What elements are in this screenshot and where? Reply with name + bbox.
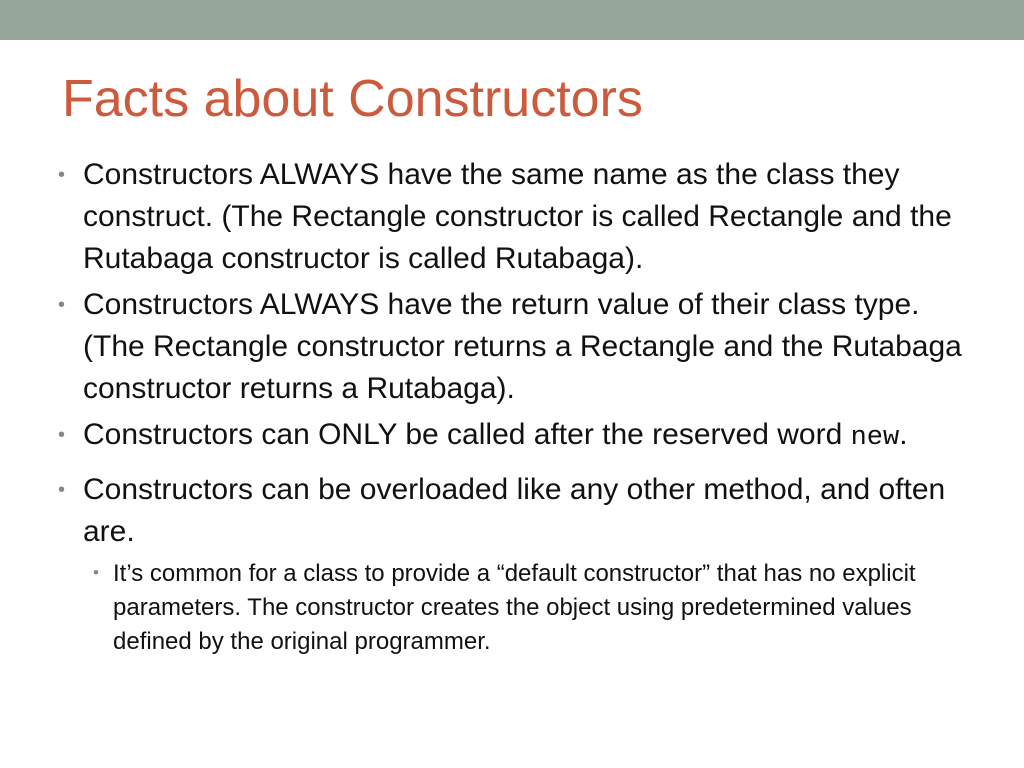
- bullet-punctuation: .: [899, 418, 908, 451]
- reserved-word-code: new: [850, 423, 900, 453]
- bullet-item: [58, 414, 968, 459]
- bullet-item: [58, 154, 968, 280]
- bullet-dot-icon: •: [58, 294, 66, 316]
- bullet-text: Constructors ALWAYS have the same name as the class they construct. (The Rectangle constructor is called Rectangle and the Rutabaga constructor is called Rutabaga).: [83, 158, 952, 275]
- bullet-text: Constructors ALWAYS have the return value of their class type. (The Rectangle constructor returns a Rectangle and the Rutabaga constructor returns a Rutabaga).: [83, 288, 962, 405]
- bullet-text: Constructors can ONLY be called after the reserved word: [83, 418, 851, 451]
- bullet-dot-icon: •: [58, 424, 66, 446]
- bullet-item: [58, 284, 968, 410]
- bullet-dot-icon: •: [58, 479, 66, 501]
- sub-bullet-list: [83, 557, 968, 659]
- slide-title: Facts about Constructors: [62, 70, 643, 128]
- bullet-text: Constructors can be overloaded like any other method, and often are.: [83, 473, 946, 548]
- bullet-dot-icon: •: [58, 164, 66, 186]
- bullet-item: [58, 469, 968, 659]
- top-accent-bar: [0, 0, 1024, 40]
- sub-bullet-text: It’s common for a class to provide a “default constructor” that has no explicit parameters. The constructor creates the object using predetermined values defined by the original programmer.: [113, 560, 916, 655]
- sub-bullet-dot-icon: •: [93, 563, 99, 582]
- sub-bullet-item: [85, 557, 968, 659]
- bullet-list: [58, 154, 968, 663]
